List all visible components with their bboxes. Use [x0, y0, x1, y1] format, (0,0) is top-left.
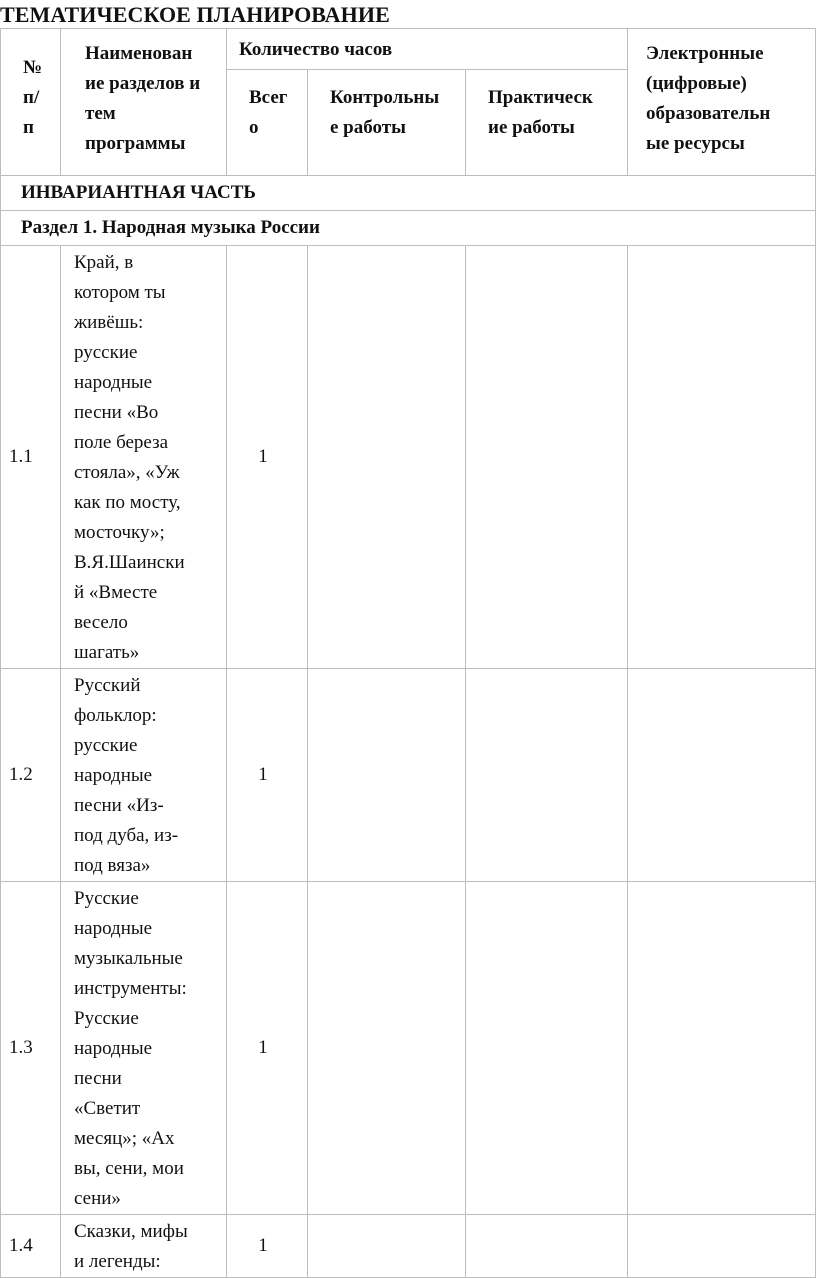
row-topic-line: шагать» [74, 642, 140, 663]
header-control [308, 70, 466, 176]
header-total [227, 70, 308, 176]
header-resources [628, 29, 816, 176]
row-topic-line: Край, в [74, 252, 134, 273]
row-topic-line: русские [74, 735, 138, 756]
row-number: 1.3 [1, 882, 61, 1215]
row-topic-line: песни [74, 1068, 122, 1089]
header-row [1, 29, 816, 70]
section-label: Раздел 1. Народная музыка России [1, 211, 816, 246]
row-topic [61, 669, 227, 882]
part-row [1, 176, 816, 211]
row-topic-line: стояла», «Уж [74, 462, 180, 483]
row-topic-line: котором ты [74, 282, 166, 303]
row-topic-line: под вяза» [74, 855, 151, 876]
row-topic-line: месяц»; «Ах [74, 1128, 175, 1149]
row-topic-line: сени» [74, 1188, 121, 1209]
row-topic-line: музыкальные [74, 948, 183, 969]
row-topic-line: мосточку»; [74, 522, 165, 543]
table-row [1, 669, 816, 882]
row-topic-line: народные [74, 765, 153, 786]
header-section-name [61, 29, 227, 176]
row-control [308, 882, 466, 1215]
row-number: 1.1 [1, 246, 61, 669]
row-topic-line: русские [74, 342, 138, 363]
header-control-line: е работы [330, 117, 406, 138]
header-total-line: Всег [249, 87, 288, 108]
row-topic-line: Сказки, мифы [74, 1221, 188, 1242]
row-topic-line: песни «Из- [74, 795, 164, 816]
header-name-line: ие разделов и [85, 73, 201, 94]
part-label: ИНВАРИАНТНАЯ ЧАСТЬ [1, 176, 816, 211]
row-resources [628, 246, 816, 669]
row-topic [61, 1215, 227, 1278]
row-topic-line: В.Я.Шаински [74, 552, 185, 573]
header-name-line: тем [85, 103, 116, 124]
header-hours-group: Количество часов [227, 29, 628, 70]
header-number-line: п [23, 117, 34, 138]
row-total: 1 [227, 246, 308, 669]
table-row [1, 246, 816, 669]
row-topic-line: инструменты: [74, 978, 187, 999]
row-resources [628, 1215, 816, 1278]
row-topic-line: песни «Во [74, 402, 159, 423]
row-topic-line: народные [74, 918, 153, 939]
row-total: 1 [227, 669, 308, 882]
row-practical [466, 1215, 628, 1278]
table-row [1, 1215, 816, 1278]
row-topic-line: под дуба, из- [74, 825, 179, 846]
row-number: 1.4 [1, 1215, 61, 1278]
row-topic-line: й «Вместе [74, 582, 158, 603]
header-resources-line: ые ресурсы [646, 133, 745, 154]
header-total-line: о [249, 117, 259, 138]
header-practical [466, 70, 628, 176]
header-practical-line: ие работы [488, 117, 575, 138]
row-topic-line: народные [74, 1038, 153, 1059]
row-topic [61, 246, 227, 669]
row-practical [466, 246, 628, 669]
row-resources [628, 882, 816, 1215]
row-topic-line: и легенды: [74, 1251, 161, 1272]
row-control [308, 1215, 466, 1278]
row-topic-line: Русские [74, 1008, 139, 1029]
planning-table [0, 28, 816, 1278]
row-topic-line: «Светит [74, 1098, 141, 1119]
row-total: 1 [227, 1215, 308, 1278]
row-practical [466, 882, 628, 1215]
section-row [1, 211, 816, 246]
row-total: 1 [227, 882, 308, 1215]
row-topic-line: вы, сени, мои [74, 1158, 184, 1179]
row-topic-line: поле береза [74, 432, 169, 453]
header-practical-line: Практическ [488, 87, 593, 108]
header-resources-line: образовательн [646, 103, 771, 124]
row-topic [61, 882, 227, 1215]
table-row [1, 882, 816, 1215]
header-control-line: Контрольны [330, 87, 440, 108]
row-practical [466, 669, 628, 882]
row-topic-line: как по мосту, [74, 492, 181, 513]
header-resources-line: Электронные [646, 43, 764, 64]
row-topic-line: народные [74, 372, 153, 393]
row-topic-line: Русские [74, 888, 139, 909]
page-title: ТЕМАТИЧЕСКОЕ ПЛАНИРОВАНИЕ [0, 2, 390, 27]
row-topic-line: живёшь: [74, 312, 144, 333]
header-resources-line: (цифровые) [646, 73, 747, 94]
row-topic-line: Русский [74, 675, 141, 696]
header-number [1, 29, 61, 176]
row-topic-line: весело [74, 612, 128, 633]
header-number-line: п/ [23, 87, 40, 108]
row-control [308, 669, 466, 882]
table-body [1, 246, 816, 1278]
row-resources [628, 669, 816, 882]
header-name-line: Наименован [85, 43, 193, 64]
header-name-line: программы [85, 133, 186, 154]
row-control [308, 246, 466, 669]
row-topic-line: фольклор: [74, 705, 157, 726]
row-number: 1.2 [1, 669, 61, 882]
header-number-line: № [23, 57, 43, 78]
